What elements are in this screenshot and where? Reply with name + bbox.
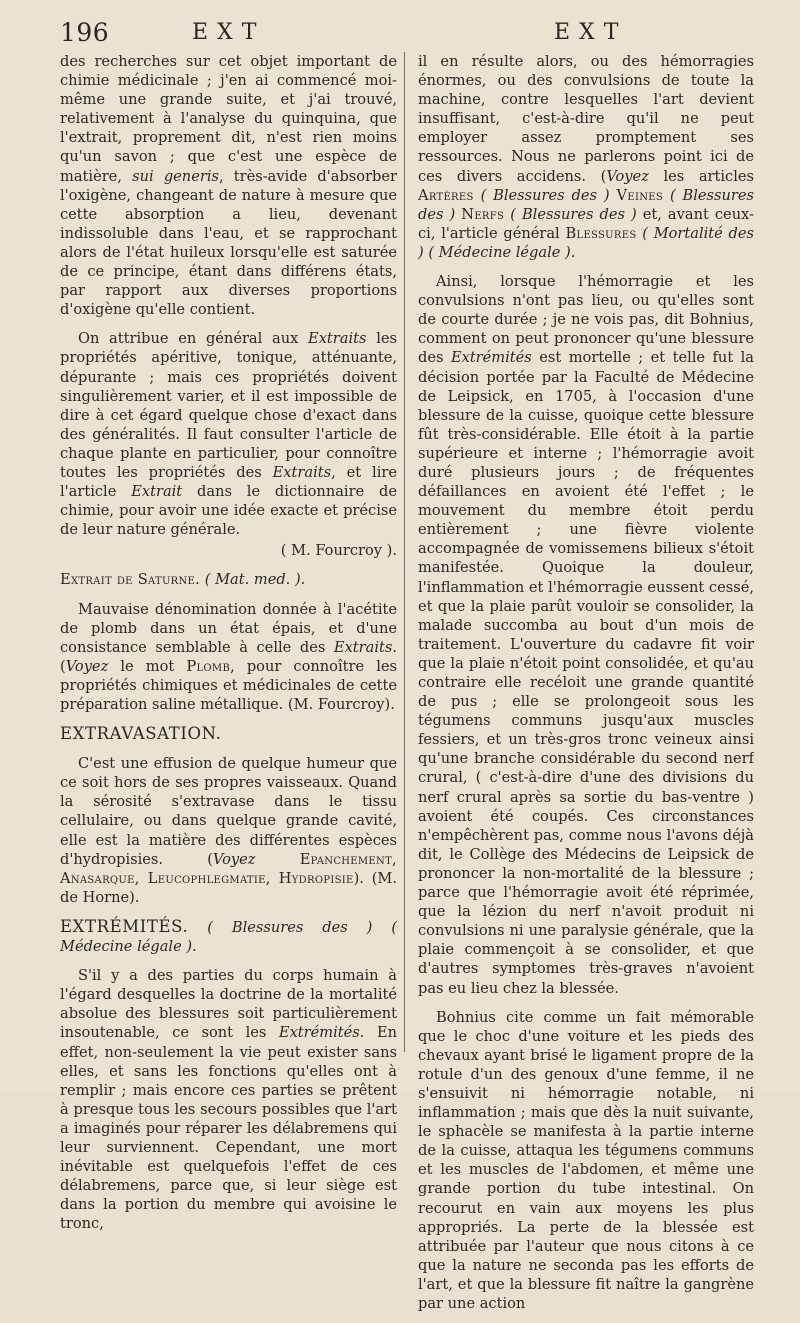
entry-heading: EXTRÉMITÉS. ( Blessures des ) ( Médecine légale ).: [60, 916, 397, 956]
paragraph: Mauvaise dénomination donnée à l'acétite de plomb dans un état épais, et d'une consistance semblable à celle des Extraits. (Voyez le mot Plomb, pour connoître les propriétés chimiques et médicinales de cette préparation saline métallique. (M. Fourcroy).: [60, 600, 397, 713]
paragraph: On attribue en général aux Extraits les propriétés apéritive, tonique, atténuante, dépurante ; mais ces propriétés doivent singulièrement varier, et il est impossible de dire à cet égard quelque chose d'exact dans des généralités. Il faut consulter l'article de chaque plante en particulier, pour connoître toutes les propriétés des Extraits, et lire l'article Extrait dans le dictionnaire de chimie, pour avoir une idée exacte et précise de leur nature générale.: [60, 330, 397, 539]
page-number: 196: [60, 18, 110, 47]
paragraph: des recherches sur cet objet important de chimie médicinale ; j'en ai commencé moi-même une grande suite, et j'ai trouvé, relativement à l'analyse du quinquina, que l'extrait, proprement dit, n'est rien moins qu'un savon ; que c'est une espèce de matière, sui generis, très-avide d'absorber l'oxigène, changeant de nature à mesure que cette absorption a lieu, devenant indissoluble dans l'eau, et se rapprochant alors de l'état huileux lorsqu'elle est saturée de ce principe, étant dans différens états, par rapport aux diverses proportions d'oxigène qu'elle contient.: [60, 53, 397, 319]
entry-heading: EXTRAVASATION.: [60, 724, 222, 744]
running-head-right: EXT: [554, 20, 628, 45]
paragraph: il en résulte alors, ou des hémorragies énormes, ou des convulsions de toute la machine, contre lesquelles l'art devient insuffisant, c'est-à-dire qu'il ne peut employer assez promptement ses ressources. Nous ne parlerons point ici de ces divers accidens. (Voyez les articles Artères ( Blessures des ) Veines ( Blessures des ) Nerfs ( Blessures des ) et, avant ceux-ci, l'article général Blessures ( Mortalité des ) ( Médecine légale ).: [418, 53, 754, 261]
paragraph: Ainsi, lorsque l'hémorragie et les convulsions n'ont pas lieu, ou qu'elles sont de courte durée ; je ne vois pas, dit Bohnius, comment on peut prononcer qu'une blessure des Extrémités est mortelle ; et telle fut la décision portée par la Faculté de Médecine de Leipsick, en 1705, à l'occasion d'une blessure de la cuisse, quoique cette blessure fût très-considérable. Elle étoit à la partie supérieure et interne ; l'hémorragie avoit duré plusieurs jours ; de fréquentes défaillances en avoient été l'effet ; le mouvement du membre étoit perdu entièrement ; une fièvre violente accompagnée de vomissemens bilieux s'étoit manifestée. Quoique la douleur, l'inflammation et l'hémorragie eussent cessé, et que la plaie parût vouloir se consolider, la malade succomba au bout d'un mois de traitement. L'ouverture du cadavre fit voir que la plaie n'étoit point consolidée, et qu'au contraire elle recéloit une grande quantité de pus ; elle se prolongeoit sous les tégumens communs jusqu'aux muscles fessiers, et un très-gros tronc veineux ainsi qu'une branche considérable du second nerf crural, ( c'est-à-dire d'une des divisions du nerf crural après sa sortie du bas-ventre ) avoient été coupés. Ces circonstances n'empêchèrent pas, comme nous l'avons déjà dit, le Collège des Médecins de Leipsick de prononcer la non-mortalité de la blessure ; parce que l'hémorragie avoit été réprimée, que la lézion du nerf n'avoit produit ni convulsions ni une paralysie générale, que la plaie commençoit à se consolider, et que d'autres symptomes très-graves n'avoient pas eu lieu chez la blessée.: [418, 273, 754, 997]
right-column: [418, 52, 754, 1323]
paragraph: C'est une effusion de quelque humeur que ce soit hors de ses propres vaisseaux. Quand la sérosité s'extravase dans le tissu cellulaire, ou dans quelque grande cavité, elle est la matière des différentes espèces d'hydropisies. (Voyez Epanchement, Anasarque, Leucophlegmatie, Hydropisie). (M. de Horne).: [60, 755, 397, 906]
column-divider: [404, 52, 405, 1052]
entry-heading: Extrait de Saturne. ( Mat. med. ).: [60, 571, 306, 589]
paragraph: S'il y a des parties du corps humain à l'égard desquelles la doctrine de la mortalité absolue des blessures soit particulièrement insoutenable, ce sont les Extrémités. En effet, non-seulement la vie peut exister sans elles, et sans les fonctions qu'elles ont à remplir ; mais encore ces parties se prêtent à presque tous les secours possibles que l'art a imaginés pour réparer les délabremens qui leur surviennent. Cependant, une mort inévitable est quelquefois l'effet de ces délabremens, parce que, si leur siège est dans la portion du membre qui avoisine le tronc,: [60, 967, 397, 1233]
page-header: [60, 18, 756, 48]
paragraph: Bohnius cite comme un fait mémorable que le choc d'une voiture et les pieds des chevaux ayant brisé le ligament propre de la rotule d'un des genoux d'une femme, il ne s'ensuivit ni hémorragie notable, ni inflammation ; mais que dès la nuit suivante, le sphacèle se manifesta à la partie interne de la cuisse, attaqua les tégumens communs et les muscles de l'abdomen, et même une grande portion du tube intestinal. On recourut en vain aux moyens les plus appropriés. La perte de la blessée est attribuée par l'auteur que nous citons à ce que la nature ne seconda pas les efforts de l'art, et que la blessure fit naître la gangrène par une action: [418, 1008, 754, 1312]
author-signature: ( M. Fourcroy ).: [280, 542, 397, 560]
running-head-left: EXT: [192, 20, 266, 45]
left-column: [60, 52, 397, 1243]
